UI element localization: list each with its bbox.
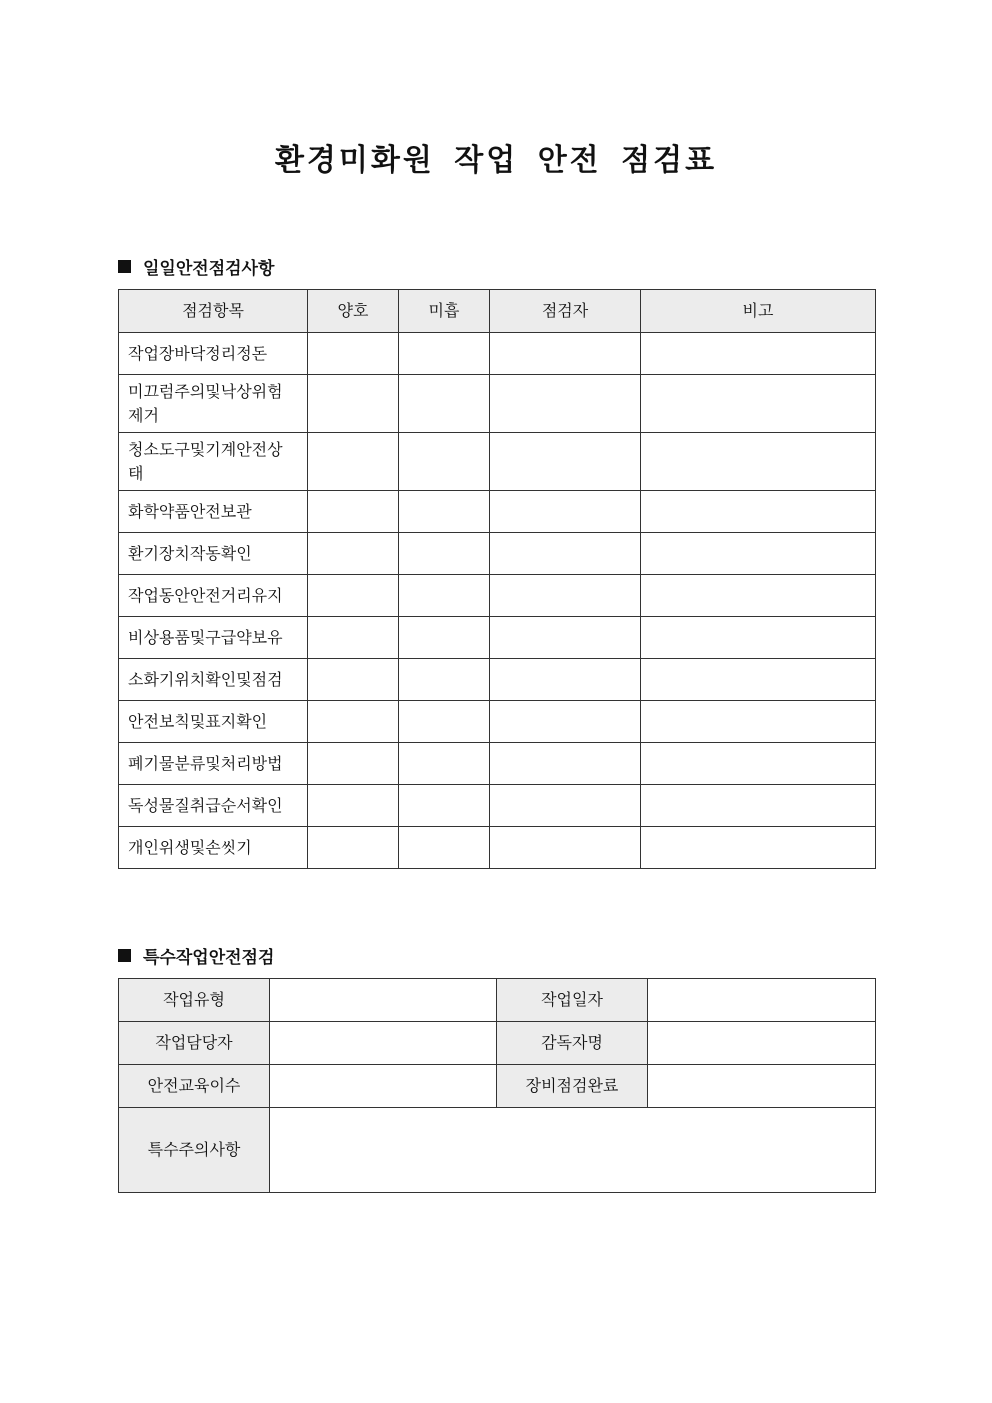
- work-date-label: 작업일자: [497, 979, 648, 1022]
- table-row: [119, 979, 876, 1022]
- poor-cell[interactable]: [399, 375, 490, 433]
- remarks-cell[interactable]: [641, 827, 876, 869]
- good-cell[interactable]: [308, 433, 399, 491]
- inspector-cell[interactable]: [490, 659, 641, 701]
- remarks-cell[interactable]: [641, 491, 876, 533]
- check-item-label: 개인위생및손씻기: [119, 827, 308, 869]
- table-row: [119, 333, 876, 375]
- special-section-title: 특수작업안전점검: [143, 948, 275, 968]
- poor-cell[interactable]: [399, 617, 490, 659]
- remarks-cell[interactable]: [641, 533, 876, 575]
- check-item-label: 환기장치작동확인: [119, 533, 308, 575]
- column-header-item: 점검항목: [119, 290, 308, 333]
- remarks-cell[interactable]: [641, 333, 876, 375]
- remarks-cell[interactable]: [641, 743, 876, 785]
- table-row: [119, 533, 876, 575]
- check-item-label: 작업동안안전거리유지: [119, 575, 308, 617]
- good-cell[interactable]: [308, 785, 399, 827]
- document-title: 환경미화원 작업 안전 점검표: [274, 143, 718, 178]
- remarks-cell[interactable]: [641, 375, 876, 433]
- column-header-poor: 미흡: [399, 290, 490, 333]
- table-header-row: [119, 290, 876, 333]
- daily-section-heading: [118, 254, 274, 279]
- worker-field[interactable]: [270, 1022, 497, 1065]
- good-cell[interactable]: [308, 575, 399, 617]
- column-header-good: 양호: [308, 290, 399, 333]
- inspector-cell[interactable]: [490, 743, 641, 785]
- poor-cell[interactable]: [399, 333, 490, 375]
- special-work-table: [118, 978, 876, 1193]
- check-item-label: 소화기위치확인및점검: [119, 659, 308, 701]
- poor-cell[interactable]: [399, 701, 490, 743]
- poor-cell[interactable]: [399, 827, 490, 869]
- good-cell[interactable]: [308, 375, 399, 433]
- check-item-label: 비상용품및구급약보유: [119, 617, 308, 659]
- training-label: 안전교육이수: [119, 1065, 270, 1108]
- special-section-heading: [118, 943, 274, 968]
- equipment-check-field[interactable]: [648, 1065, 876, 1108]
- supervisor-field[interactable]: [648, 1022, 876, 1065]
- inspector-cell[interactable]: [490, 433, 641, 491]
- check-item-label: 미끄럼주의및낙상위험제거: [119, 375, 308, 433]
- good-cell[interactable]: [308, 491, 399, 533]
- table-row: [119, 617, 876, 659]
- remarks-cell[interactable]: [641, 575, 876, 617]
- remarks-cell[interactable]: [641, 785, 876, 827]
- precautions-label: 특수주의사항: [119, 1108, 270, 1193]
- remarks-cell[interactable]: [641, 701, 876, 743]
- work-type-field[interactable]: [270, 979, 497, 1022]
- remarks-cell[interactable]: [641, 659, 876, 701]
- good-cell[interactable]: [308, 659, 399, 701]
- good-cell[interactable]: [308, 617, 399, 659]
- daily-checklist-table: [118, 289, 876, 869]
- table-row: [119, 375, 876, 433]
- table-row: [119, 827, 876, 869]
- poor-cell[interactable]: [399, 491, 490, 533]
- good-cell[interactable]: [308, 333, 399, 375]
- inspector-cell[interactable]: [490, 375, 641, 433]
- poor-cell[interactable]: [399, 575, 490, 617]
- table-row: [119, 491, 876, 533]
- check-item-label: 청소도구및기계안전상태: [119, 433, 308, 491]
- poor-cell[interactable]: [399, 659, 490, 701]
- poor-cell[interactable]: [399, 433, 490, 491]
- poor-cell[interactable]: [399, 743, 490, 785]
- good-cell[interactable]: [308, 827, 399, 869]
- inspector-cell[interactable]: [490, 827, 641, 869]
- training-field[interactable]: [270, 1065, 497, 1108]
- inspector-cell[interactable]: [490, 701, 641, 743]
- inspector-cell[interactable]: [490, 533, 641, 575]
- table-row: [119, 1108, 876, 1193]
- remarks-cell[interactable]: [641, 617, 876, 659]
- precautions-field[interactable]: [270, 1108, 876, 1193]
- work-date-field[interactable]: [648, 979, 876, 1022]
- inspector-cell[interactable]: [490, 617, 641, 659]
- supervisor-label: 감독자명: [497, 1022, 648, 1065]
- daily-section-title: 일일안전점검사항: [143, 259, 275, 279]
- worker-label: 작업담당자: [119, 1022, 270, 1065]
- equipment-check-label: 장비점검완료: [497, 1065, 648, 1108]
- column-header-inspector: 점검자: [490, 290, 641, 333]
- poor-cell[interactable]: [399, 785, 490, 827]
- table-row: [119, 1022, 876, 1065]
- table-row: [119, 1065, 876, 1108]
- good-cell[interactable]: [308, 743, 399, 785]
- inspector-cell[interactable]: [490, 575, 641, 617]
- inspector-cell[interactable]: [490, 333, 641, 375]
- square-bullet-icon: [118, 949, 131, 962]
- check-item-label: 폐기물분류및처리방법: [119, 743, 308, 785]
- remarks-cell[interactable]: [641, 433, 876, 491]
- work-type-label: 작업유형: [119, 979, 270, 1022]
- square-bullet-icon: [118, 260, 131, 273]
- table-row: [119, 785, 876, 827]
- check-item-label: 안전보칙및표지확인: [119, 701, 308, 743]
- poor-cell[interactable]: [399, 533, 490, 575]
- column-header-remarks: 비고: [641, 290, 876, 333]
- table-row: [119, 659, 876, 701]
- good-cell[interactable]: [308, 533, 399, 575]
- table-row: [119, 575, 876, 617]
- good-cell[interactable]: [308, 701, 399, 743]
- table-row: [119, 433, 876, 491]
- check-item-label: 화학약품안전보관: [119, 491, 308, 533]
- inspector-cell[interactable]: [490, 785, 641, 827]
- check-item-label: 작업장바닥정리정돈: [119, 333, 308, 375]
- inspector-cell[interactable]: [490, 491, 641, 533]
- table-row: [119, 701, 876, 743]
- check-item-label: 독성물질취급순서확인: [119, 785, 308, 827]
- table-row: [119, 743, 876, 785]
